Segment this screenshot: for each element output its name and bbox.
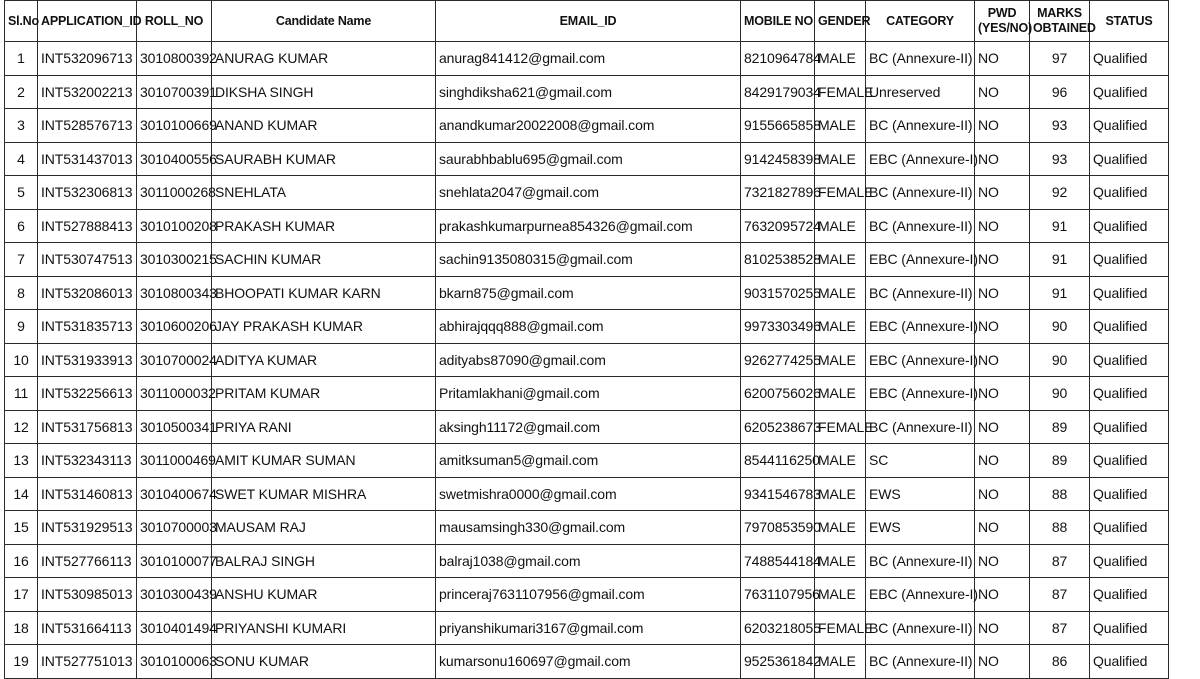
cell-application-id: INT530747513 xyxy=(38,243,137,277)
cell-email-id: Pritamlakhani@gmail.com xyxy=(436,377,741,411)
cell-application-id: INT531933913 xyxy=(38,343,137,377)
cell-category: EBC (Annexure-I) xyxy=(866,310,975,344)
cell-email-id: sachin9135080315@gmail.com xyxy=(436,243,741,277)
cell-marks-obtained: 87 xyxy=(1030,544,1090,578)
cell-sl-no: 12 xyxy=(5,410,38,444)
table-row xyxy=(5,276,1169,310)
cell-roll-no: 3010800343 xyxy=(137,276,212,310)
cell-sl-no: 16 xyxy=(5,544,38,578)
cell-marks-obtained: 90 xyxy=(1030,343,1090,377)
cell-roll-no: 3010100669 xyxy=(137,109,212,143)
cell-pwd: NO xyxy=(975,42,1030,76)
table-header xyxy=(5,1,1169,42)
header-candidate-name: Candidate Name xyxy=(212,1,436,42)
cell-roll-no: 3010600206 xyxy=(137,310,212,344)
cell-marks-obtained: 93 xyxy=(1030,109,1090,143)
cell-application-id: INT527888413 xyxy=(38,209,137,243)
cell-roll-no: 3010100077 xyxy=(137,544,212,578)
cell-mobile-no: 9973303496 xyxy=(741,310,815,344)
cell-category: EWS xyxy=(866,511,975,545)
table-row xyxy=(5,444,1169,478)
cell-email-id: mausamsingh330@gmail.com xyxy=(436,511,741,545)
header-email-id: EMAIL_ID xyxy=(436,1,741,42)
header-marks xyxy=(1030,1,1096,42)
cell-marks-obtained: 92 xyxy=(1030,176,1090,210)
cell-marks-obtained: 86 xyxy=(1030,645,1090,679)
table-row xyxy=(5,343,1169,377)
cell-pwd: NO xyxy=(975,75,1030,109)
cell-roll-no: 3010700003 xyxy=(137,511,212,545)
cell-gender: MALE xyxy=(815,444,866,478)
cell-mobile-no: 8210964784 xyxy=(741,42,815,76)
cell-roll-no: 3010700391 xyxy=(137,75,212,109)
cell-status: Qualified xyxy=(1090,343,1169,377)
cell-application-id: INT531929513 xyxy=(38,511,137,545)
cell-pwd: NO xyxy=(975,276,1030,310)
cell-pwd: NO xyxy=(975,645,1030,679)
cell-status: Qualified xyxy=(1090,511,1169,545)
cell-mobile-no: 9525361842 xyxy=(741,645,815,679)
cell-application-id: INT531664113 xyxy=(38,611,137,645)
cell-mobile-no: 8102538528 xyxy=(741,243,815,277)
table-row xyxy=(5,109,1169,143)
cell-candidate-name: MAUSAM RAJ xyxy=(212,511,436,545)
cell-pwd: NO xyxy=(975,142,1030,176)
cell-email-id: snehlata2047@gmail.com xyxy=(436,176,741,210)
cell-marks-obtained: 91 xyxy=(1030,276,1090,310)
cell-status: Qualified xyxy=(1090,410,1169,444)
cell-pwd: NO xyxy=(975,310,1030,344)
cell-candidate-name: ANURAG KUMAR xyxy=(212,42,436,76)
cell-sl-no: 14 xyxy=(5,477,38,511)
table-row xyxy=(5,142,1169,176)
table-row xyxy=(5,645,1169,679)
cell-category: EBC (Annexure-I) xyxy=(866,142,975,176)
cell-candidate-name: JAY PRAKASH KUMAR xyxy=(212,310,436,344)
cell-sl-no: 1 xyxy=(5,42,38,76)
cell-roll-no: 3010100208 xyxy=(137,209,212,243)
cell-category: SC xyxy=(866,444,975,478)
cell-roll-no: 3011000469 xyxy=(137,444,212,478)
cell-candidate-name: BHOOPATI KUMAR KARN xyxy=(212,276,436,310)
cell-mobile-no: 9142458398 xyxy=(741,142,815,176)
cell-application-id: INT532306813 xyxy=(38,176,137,210)
table-row xyxy=(5,209,1169,243)
cell-sl-no: 10 xyxy=(5,343,38,377)
cell-application-id: INT532343113 xyxy=(38,444,137,478)
cell-roll-no: 3010400556 xyxy=(137,142,212,176)
cell-mobile-no: 7488544184 xyxy=(741,544,815,578)
cell-mobile-no: 6200756026 xyxy=(741,377,815,411)
cell-status: Qualified xyxy=(1090,176,1169,210)
cell-category: BC (Annexure-II) xyxy=(866,209,975,243)
cell-mobile-no: 8544116250 xyxy=(741,444,815,478)
header-status: STATUS xyxy=(1090,1,1169,42)
cell-category: Unreserved xyxy=(866,75,975,109)
cell-marks-obtained: 88 xyxy=(1030,511,1090,545)
cell-candidate-name: SACHIN KUMAR xyxy=(212,243,436,277)
cell-candidate-name: PRITAM KUMAR xyxy=(212,377,436,411)
cell-mobile-no: 7321827896 xyxy=(741,176,815,210)
cell-status: Qualified xyxy=(1090,142,1169,176)
cell-gender: MALE xyxy=(815,276,866,310)
cell-application-id: INT531835713 xyxy=(38,310,137,344)
cell-category: EBC (Annexure-I) xyxy=(866,578,975,612)
cell-category: BC (Annexure-II) xyxy=(866,109,975,143)
cell-sl-no: 6 xyxy=(5,209,38,243)
cell-sl-no: 4 xyxy=(5,142,38,176)
table-row xyxy=(5,310,1169,344)
cell-status: Qualified xyxy=(1090,444,1169,478)
cell-gender: MALE xyxy=(815,511,866,545)
cell-gender: MALE xyxy=(815,477,866,511)
cell-sl-no: 3 xyxy=(5,109,38,143)
header-roll-no: ROLL_NO xyxy=(137,1,212,42)
cell-email-id: priyanshikumari3167@gmail.com xyxy=(436,611,741,645)
cell-application-id: INT532096713 xyxy=(38,42,137,76)
cell-roll-no: 3010800392 xyxy=(137,42,212,76)
cell-category: EWS xyxy=(866,477,975,511)
cell-status: Qualified xyxy=(1090,243,1169,277)
cell-gender: FEMALE xyxy=(815,75,866,109)
cell-gender: MALE xyxy=(815,109,866,143)
cell-roll-no: 3010100063 xyxy=(137,645,212,679)
cell-candidate-name: SWET KUMAR MISHRA xyxy=(212,477,436,511)
cell-gender: MALE xyxy=(815,243,866,277)
cell-gender: FEMALE xyxy=(815,611,866,645)
table-row xyxy=(5,243,1169,277)
cell-status: Qualified xyxy=(1090,611,1169,645)
cell-application-id: INT527751013 xyxy=(38,645,137,679)
cell-pwd: NO xyxy=(975,377,1030,411)
result-table xyxy=(4,0,1169,679)
cell-category: BC (Annexure-II) xyxy=(866,544,975,578)
cell-gender: MALE xyxy=(815,645,866,679)
table-row xyxy=(5,42,1169,76)
cell-pwd: NO xyxy=(975,109,1030,143)
cell-marks-obtained: 87 xyxy=(1030,611,1090,645)
table-row xyxy=(5,410,1169,444)
cell-roll-no: 3010300439 xyxy=(137,578,212,612)
cell-status: Qualified xyxy=(1090,75,1169,109)
cell-mobile-no: 8429179034 xyxy=(741,75,815,109)
cell-category: EBC (Annexure-I) xyxy=(866,243,975,277)
cell-category: BC (Annexure-II) xyxy=(866,42,975,76)
cell-gender: MALE xyxy=(815,142,866,176)
cell-email-id: anurag841412@gmail.com xyxy=(436,42,741,76)
cell-category: EBC (Annexure-I) xyxy=(866,343,975,377)
cell-gender: MALE xyxy=(815,578,866,612)
cell-gender: MALE xyxy=(815,544,866,578)
cell-pwd: NO xyxy=(975,209,1030,243)
table-row xyxy=(5,544,1169,578)
cell-sl-no: 13 xyxy=(5,444,38,478)
cell-candidate-name: AMIT KUMAR SUMAN xyxy=(212,444,436,478)
cell-mobile-no: 9262774255 xyxy=(741,343,815,377)
cell-mobile-no: 6203218055 xyxy=(741,611,815,645)
cell-roll-no: 3011000268 xyxy=(137,176,212,210)
cell-status: Qualified xyxy=(1090,42,1169,76)
cell-roll-no: 3010400674 xyxy=(137,477,212,511)
cell-application-id: INT532002213 xyxy=(38,75,137,109)
cell-category: BC (Annexure-II) xyxy=(866,276,975,310)
table-row xyxy=(5,578,1169,612)
cell-mobile-no: 9155665858 xyxy=(741,109,815,143)
cell-email-id: abhirajqqq888@gmail.com xyxy=(436,310,741,344)
table-row xyxy=(5,611,1169,645)
cell-application-id: INT531460813 xyxy=(38,477,137,511)
cell-mobile-no: 7631107956 xyxy=(741,578,815,612)
header-row xyxy=(5,1,1169,42)
cell-sl-no: 11 xyxy=(5,377,38,411)
header-marks-line1: MARKS xyxy=(1037,6,1082,20)
cell-status: Qualified xyxy=(1090,544,1169,578)
cell-category: BC (Annexure-II) xyxy=(866,645,975,679)
cell-candidate-name: ANAND KUMAR xyxy=(212,109,436,143)
cell-status: Qualified xyxy=(1090,377,1169,411)
table-row xyxy=(5,75,1169,109)
cell-status: Qualified xyxy=(1090,209,1169,243)
header-application-id: APPLICATION_ID xyxy=(38,1,137,42)
cell-email-id: princeraj7631107956@gmail.com xyxy=(436,578,741,612)
header-marks-line2: OBTAINED xyxy=(1033,21,1096,35)
cell-pwd: NO xyxy=(975,511,1030,545)
cell-mobile-no: 9031570255 xyxy=(741,276,815,310)
cell-candidate-name: PRAKASH KUMAR xyxy=(212,209,436,243)
cell-marks-obtained: 90 xyxy=(1030,310,1090,344)
header-pwd xyxy=(975,1,1030,42)
cell-mobile-no: 9341546783 xyxy=(741,477,815,511)
cell-sl-no: 18 xyxy=(5,611,38,645)
cell-application-id: INT530985013 xyxy=(38,578,137,612)
cell-sl-no: 9 xyxy=(5,310,38,344)
cell-pwd: NO xyxy=(975,477,1030,511)
cell-email-id: kumarsonu160697@gmail.com xyxy=(436,645,741,679)
cell-email-id: prakashkumarpurnea854326@gmail.com xyxy=(436,209,741,243)
cell-candidate-name: SAURABH KUMAR xyxy=(212,142,436,176)
cell-email-id: swetmishra0000@gmail.com xyxy=(436,477,741,511)
cell-status: Qualified xyxy=(1090,645,1169,679)
cell-sl-no: 7 xyxy=(5,243,38,277)
cell-sl-no: 15 xyxy=(5,511,38,545)
header-category: CATEGORY xyxy=(866,1,975,42)
cell-application-id: INT527766113 xyxy=(38,544,137,578)
cell-candidate-name: ANSHU KUMAR xyxy=(212,578,436,612)
cell-mobile-no: 6205238673 xyxy=(741,410,815,444)
cell-sl-no: 8 xyxy=(5,276,38,310)
header-gender: GENDER xyxy=(815,1,866,42)
cell-status: Qualified xyxy=(1090,310,1169,344)
cell-marks-obtained: 87 xyxy=(1030,578,1090,612)
cell-status: Qualified xyxy=(1090,276,1169,310)
cell-application-id: INT532086013 xyxy=(38,276,137,310)
table-body xyxy=(5,42,1169,679)
cell-mobile-no: 7970853590 xyxy=(741,511,815,545)
cell-candidate-name: SONU KUMAR xyxy=(212,645,436,679)
cell-pwd: NO xyxy=(975,578,1030,612)
cell-email-id: bkarn875@gmail.com xyxy=(436,276,741,310)
cell-roll-no: 3010300215 xyxy=(137,243,212,277)
cell-category: BC (Annexure-II) xyxy=(866,176,975,210)
table-row xyxy=(5,477,1169,511)
cell-gender: MALE xyxy=(815,343,866,377)
cell-application-id: INT528576713 xyxy=(38,109,137,143)
cell-pwd: NO xyxy=(975,410,1030,444)
cell-candidate-name: PRIYANSHI KUMARI xyxy=(212,611,436,645)
cell-status: Qualified xyxy=(1090,109,1169,143)
cell-marks-obtained: 89 xyxy=(1030,410,1090,444)
cell-application-id: INT531437013 xyxy=(38,142,137,176)
table-row xyxy=(5,511,1169,545)
cell-category: BC (Annexure-II) xyxy=(866,410,975,444)
header-pwd-line2: (YES/NO) xyxy=(978,21,1032,35)
cell-marks-obtained: 97 xyxy=(1030,42,1090,76)
cell-roll-no: 3010500341 xyxy=(137,410,212,444)
cell-pwd: NO xyxy=(975,444,1030,478)
cell-sl-no: 17 xyxy=(5,578,38,612)
cell-candidate-name: PRIYA RANI xyxy=(212,410,436,444)
cell-status: Qualified xyxy=(1090,477,1169,511)
cell-gender: FEMALE xyxy=(815,410,866,444)
cell-gender: MALE xyxy=(815,42,866,76)
cell-marks-obtained: 96 xyxy=(1030,75,1090,109)
cell-roll-no: 3011000032 xyxy=(137,377,212,411)
cell-roll-no: 3010401494 xyxy=(137,611,212,645)
cell-pwd: NO xyxy=(975,243,1030,277)
cell-email-id: singhdiksha621@gmail.com xyxy=(436,75,741,109)
cell-email-id: anandkumar20022008@gmail.com xyxy=(436,109,741,143)
cell-sl-no: 19 xyxy=(5,645,38,679)
cell-marks-obtained: 88 xyxy=(1030,477,1090,511)
cell-email-id: balraj1038@gmail.com xyxy=(436,544,741,578)
cell-pwd: NO xyxy=(975,343,1030,377)
cell-marks-obtained: 90 xyxy=(1030,377,1090,411)
cell-status: Qualified xyxy=(1090,578,1169,612)
cell-mobile-no: 7632095724 xyxy=(741,209,815,243)
cell-pwd: NO xyxy=(975,611,1030,645)
cell-candidate-name: ADITYA KUMAR xyxy=(212,343,436,377)
header-pwd-line1: PWD xyxy=(987,6,1017,20)
cell-category: EBC (Annexure-I) xyxy=(866,377,975,411)
table-row xyxy=(5,377,1169,411)
cell-pwd: NO xyxy=(975,544,1030,578)
table-row xyxy=(5,176,1169,210)
cell-marks-obtained: 91 xyxy=(1030,243,1090,277)
cell-sl-no: 5 xyxy=(5,176,38,210)
cell-email-id: adityabs87090@gmail.com xyxy=(436,343,741,377)
cell-application-id: INT531756813 xyxy=(38,410,137,444)
cell-category: BC (Annexure-II) xyxy=(866,611,975,645)
header-mobile-no: MOBILE NO xyxy=(741,1,815,42)
cell-candidate-name: BALRAJ SINGH xyxy=(212,544,436,578)
header-sl-no: Sl.No xyxy=(5,1,38,42)
cell-gender: MALE xyxy=(815,310,866,344)
cell-pwd: NO xyxy=(975,176,1030,210)
cell-gender: FEMALE xyxy=(815,176,866,210)
cell-marks-obtained: 93 xyxy=(1030,142,1090,176)
cell-gender: MALE xyxy=(815,377,866,411)
cell-gender: MALE xyxy=(815,209,866,243)
cell-marks-obtained: 91 xyxy=(1030,209,1090,243)
cell-sl-no: 2 xyxy=(5,75,38,109)
cell-candidate-name: DIKSHA SINGH xyxy=(212,75,436,109)
cell-email-id: saurabhbablu695@gmail.com xyxy=(436,142,741,176)
cell-roll-no: 3010700024 xyxy=(137,343,212,377)
cell-application-id: INT532256613 xyxy=(38,377,137,411)
cell-email-id: amitksuman5@gmail.com xyxy=(436,444,741,478)
cell-candidate-name: SNEHLATA xyxy=(212,176,436,210)
cell-marks-obtained: 89 xyxy=(1030,444,1090,478)
cell-email-id: aksingh11172@gmail.com xyxy=(436,410,741,444)
